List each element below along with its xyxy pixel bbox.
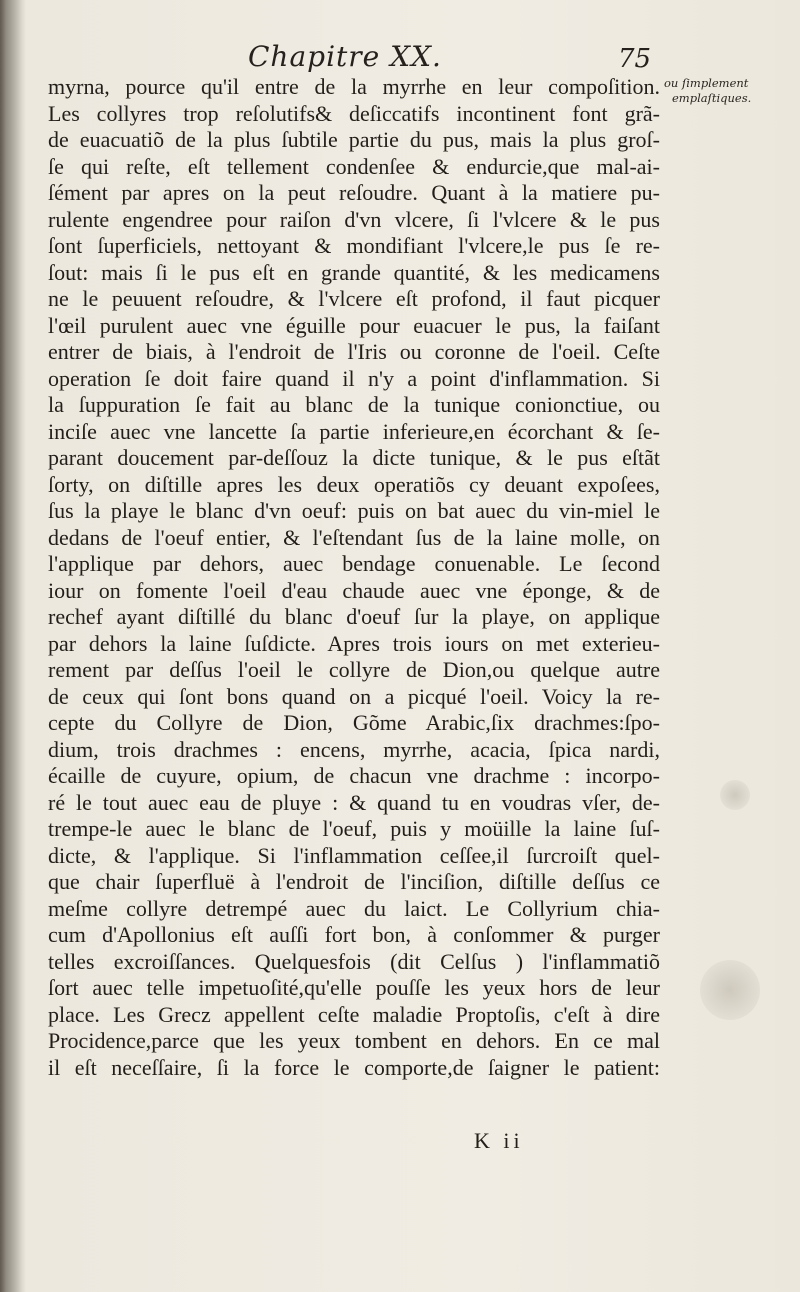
- text-line: l'œil purulent auec vne éguille pour euacuer le pus, la faiſant: [48, 312, 660, 338]
- text-line: ſont ſuperficiels, nettoyant & mondifiant l'vlcere,le pus ſe re-: [48, 233, 660, 258]
- text-line: parant doucement par-deſſouz la dicte tunique, & le pus eſtãt: [48, 445, 660, 470]
- paper-stain: [700, 960, 760, 1020]
- text-line: rechef ayant diſtillé du blanc d'oeuf ſur la playe, on applique: [48, 604, 660, 629]
- text-line: ſort auec telle impetuoſité,qu'elle pouſſe les yeux hors de leur: [48, 975, 660, 1000]
- text-line: cepte du Collyre de Dion, Gõme Arabic,ſix drachmes:ſpo-: [48, 710, 660, 735]
- text-line: que chair ſuperfluë à l'endroit de l'inciſion, diſtille deſſus ce: [48, 869, 660, 894]
- text-line: telles excroiſſances. Quelquesfois (dit Celſus ) l'inflammatiõ: [48, 948, 660, 974]
- text-line: cum d'Apollonius eſt auſſi fort bon, à conſommer & purger: [48, 922, 660, 947]
- chapter-title: Chapitre XX.: [248, 40, 442, 73]
- text-line: ré le tout auec eau de pluye : & quand tu en voudras vſer, de-: [48, 789, 660, 815]
- text-line: par dehors la laine ſuſdicte. Apres trois iours on met exterieu-: [48, 630, 660, 656]
- page-number: 75: [618, 44, 652, 74]
- text-line: meſme collyre detrempé auec du laict. Le Collyrium chia-: [48, 895, 660, 921]
- text-line: la ſuppuration ſe fait au blanc de la tunique conionctiue, ou: [48, 392, 660, 417]
- text-line: il eſt neceſſaire, ſi la force le comporte,de ſaigner le patient:: [48, 1054, 660, 1080]
- text-line: dium, trois drachmes : encens, myrrhe, acacia, ſpica nardi,: [48, 736, 660, 762]
- text-line: dedans de l'oeuf entier, & l'eſtendant ſus de la laine molle, on: [48, 524, 660, 550]
- text-line: de ceux qui ſont bons quand on a picqué l'oeil. Voicy la re-: [48, 683, 660, 709]
- text-line: operation ſe doit faire quand il n'y a point d'inflammation. Si: [48, 365, 660, 391]
- text-line: ſément par apres on la peut reſoudre. Quant à la matiere pu-: [48, 180, 660, 205]
- signature-mark: K ii: [474, 1128, 524, 1153]
- text-line: ſorty, on diſtille apres les deux operatiõs cy deuant expoſees,: [48, 471, 660, 497]
- text-line: de euacuatiõ de la plus ſubtile partie du pus, mais la plus groſ-: [48, 127, 660, 152]
- text-line: trempe-le auec le blanc de l'oeuf, puis y moüille la laine ſuſ-: [48, 816, 660, 841]
- body-text: [48, 74, 660, 1081]
- text-line: dicte, & l'applique. Si l'inflammation ceſſee,il ſurcroiſt quel-: [48, 842, 660, 868]
- text-line: Les collyres trop reſolutifs& deſiccatifs incontinent font grã-: [48, 100, 660, 126]
- text-line: ſe qui reſte, eſt tellement condenſee & endurcie,que mal-ai-: [48, 153, 660, 179]
- paper-stain: [720, 780, 750, 810]
- text-line: iour on fomente l'oeil d'eau chaude auec vne éponge, & de: [48, 577, 660, 603]
- text-line: rement par deſſus l'oeil le collyre de Dion,ou quelque autre: [48, 657, 660, 682]
- text-line: ſus la playe le blanc d'vn oeuf: puis on bat auec du vin-miel le: [48, 498, 660, 523]
- text-line: ſout: mais ſi le pus eſt en grande quantité, & les medicamens: [48, 259, 660, 285]
- text-line: ne le peuuent reſoudre, & l'vlcere eſt profond, il faut picquer: [48, 286, 660, 311]
- text-line: écaille de cuyure, opium, de chacun vne drachme : incorpo-: [48, 763, 660, 788]
- text-line: Procidence,parce que les yeux tombent en dehors. En ce mal: [48, 1028, 660, 1053]
- margin-note: [664, 76, 774, 106]
- text-line: inciſe auec vne lancette ſa partie inferieure,en écorchant & ſe-: [48, 418, 660, 444]
- text-line: entrer de biais, à l'endroit de l'Iris ou coronne de l'oeil. Ceſte: [48, 339, 660, 364]
- text-line: myrna, pource qu'il entre de la myrrhe en leur compoſition.: [48, 74, 660, 99]
- margin-note-line: emplaſtiques.: [672, 91, 752, 105]
- text-line: place. Les Grecz appellent ceſte maladie Proptoſis, c'eſt à dire: [48, 1001, 660, 1027]
- binding-shadow: [0, 0, 26, 1292]
- text-line: rulente engendree pour raiſon d'vn vlcere, ſi l'vlcere & le pus: [48, 206, 660, 232]
- text-line: l'applique par dehors, auec bendage conuenable. Le ſecond: [48, 551, 660, 576]
- margin-note-line: ou ſimplement: [664, 76, 749, 90]
